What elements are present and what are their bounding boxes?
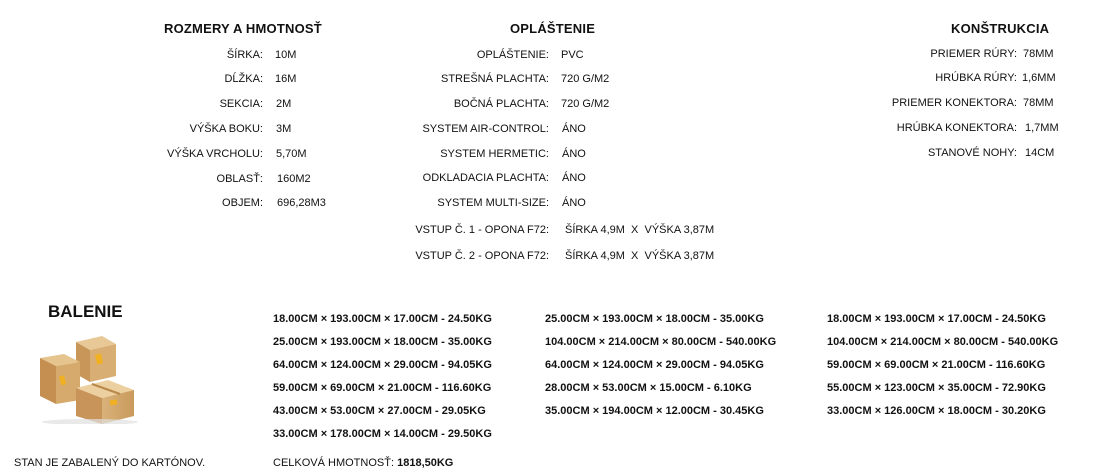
spec-label: ODKLADACIA PLACHTA: <box>422 172 549 184</box>
package-item: 64.00CM × 124.00CM × 29.00CM - 94.05KG <box>273 359 492 371</box>
package-item: 64.00CM × 124.00CM × 29.00CM - 94.05KG <box>545 359 764 371</box>
package-item: 25.00CM × 193.00CM × 18.00CM - 35.00KG <box>273 336 492 348</box>
spec-label: VÝŠKA BOKU: <box>189 123 263 135</box>
spec-label: STANOVÉ NOHY: <box>927 147 1017 159</box>
spec-value: PVC <box>561 49 584 61</box>
package-item: 59.00CM × 69.00CM × 21.00CM - 116.60KG <box>273 382 492 394</box>
spec-value: ÁNO <box>562 123 586 135</box>
total-weight-value: 1818,50KG <box>397 457 454 469</box>
spec-row <box>0 250 760 264</box>
package-item: 33.00CM × 178.00CM × 14.00CM - 29.50KG <box>273 428 492 440</box>
spec-label: SYSTEM HERMETIC: <box>440 148 549 160</box>
spec-value: 160M2 <box>277 173 311 185</box>
spec-label: PRIEMER KONEKTORA: <box>891 97 1017 109</box>
spec-value: 2M <box>276 98 292 110</box>
spec-label: PRIEMER RÚRY: <box>930 48 1017 60</box>
spec-value: 720 G/M2 <box>561 73 610 85</box>
spec-row <box>0 72 1108 86</box>
spec-value: 78MM <box>1023 48 1054 60</box>
spec-value: 5,70M <box>276 148 307 160</box>
spec-label: SEKCIA: <box>219 98 263 110</box>
package-item: 33.00CM × 126.00CM × 18.00CM - 30.20KG <box>827 405 1046 417</box>
spec-label: HRÚBKA KONEKTORA: <box>896 122 1017 134</box>
package-item: 25.00CM × 193.00CM × 18.00CM - 35.00KG <box>545 313 764 325</box>
spec-label: DĹŽKA: <box>224 73 263 85</box>
spec-value: 78MM <box>1023 97 1054 109</box>
spec-value: 3M <box>276 123 292 135</box>
package-item: 18.00CM × 193.00CM × 17.00CM - 24.50KG <box>827 313 1046 325</box>
spec-value: ÁNO <box>562 197 586 209</box>
spec-label: VSTUP Č. 1 - OPONA F72: <box>415 224 549 236</box>
spec-label: OBJEM: <box>222 197 263 209</box>
spec-value: ÁNO <box>562 148 586 160</box>
section-title-rozmery: ROZMERY A HMOTNOSŤ <box>164 21 322 36</box>
spec-value: ŠÍRKA 4,9M X VÝŠKA 3,87M <box>565 250 715 262</box>
spec-value: 696,28M3 <box>277 197 326 209</box>
boxes-illustration <box>36 334 146 424</box>
spec-value: 1,7MM <box>1025 122 1059 134</box>
package-item: 104.00CM × 214.00CM × 80.00CM - 540.00KG <box>827 336 1059 348</box>
spec-row <box>0 172 760 186</box>
spec-value: 16M <box>275 73 297 85</box>
package-item: 18.00CM × 193.00CM × 17.00CM - 24.50KG <box>273 313 492 325</box>
spec-row <box>0 122 1108 136</box>
package-item: 55.00CM × 123.00CM × 35.00CM - 72.90KG <box>827 382 1046 394</box>
spec-label: SYSTEM AIR-CONTROL: <box>422 123 549 135</box>
package-item: 104.00CM × 214.00CM × 80.00CM - 540.00KG <box>545 336 777 348</box>
section-title-konstrukcia: KONŠTRUKCIA <box>951 21 1050 36</box>
spec-label: ŠÍRKA: <box>226 49 263 61</box>
spec-label: STREŠNÁ PLACHTA: <box>441 73 549 85</box>
spec-value: ŠÍRKA 4,9M X VÝŠKA 3,87M <box>565 224 715 236</box>
spec-label: OBLASŤ: <box>216 173 263 185</box>
spec-label: SYSTEM MULTI-SIZE: <box>437 197 549 209</box>
spec-value: 10M <box>275 49 297 61</box>
spec-label: BOČNÁ PLACHTA: <box>453 98 549 110</box>
spec-label: OPLÁŠTENIE: <box>476 49 549 61</box>
spec-label: HRÚBKA RÚRY: <box>935 72 1017 84</box>
spec-value: 14CM <box>1025 147 1055 159</box>
total-weight-label: CELKOVÁ HMOTNOSŤ: <box>273 457 395 469</box>
spec-row <box>0 197 760 211</box>
total-weight <box>273 457 453 469</box>
spec-row <box>0 48 1108 62</box>
spec-label: VÝŠKA VRCHOLU: <box>167 148 263 160</box>
spec-row <box>0 147 1108 161</box>
section-title-oplastenie: OPLÁŠTENIE <box>510 21 596 36</box>
balenie-title: BALENIE <box>48 302 123 321</box>
packaging-note: STAN JE ZABALENÝ DO KARTÓNOV. <box>14 457 206 469</box>
spec-value: ÁNO <box>562 172 586 184</box>
spec-row <box>0 97 1108 111</box>
package-item: 59.00CM × 69.00CM × 21.00CM - 116.60KG <box>827 359 1046 371</box>
package-item: 28.00CM × 53.00CM × 15.00CM - 6.10KG <box>545 382 752 394</box>
spec-row <box>0 224 760 238</box>
package-item: 35.00CM × 194.00CM × 12.00CM - 30.45KG <box>545 405 764 417</box>
spec-label: VSTUP Č. 2 - OPONA F72: <box>415 250 549 262</box>
spec-value: 1,6MM <box>1022 72 1056 84</box>
spec-value: 720 G/M2 <box>561 98 610 110</box>
package-item: 43.00CM × 53.00CM × 27.00CM - 29.05KG <box>273 405 486 417</box>
